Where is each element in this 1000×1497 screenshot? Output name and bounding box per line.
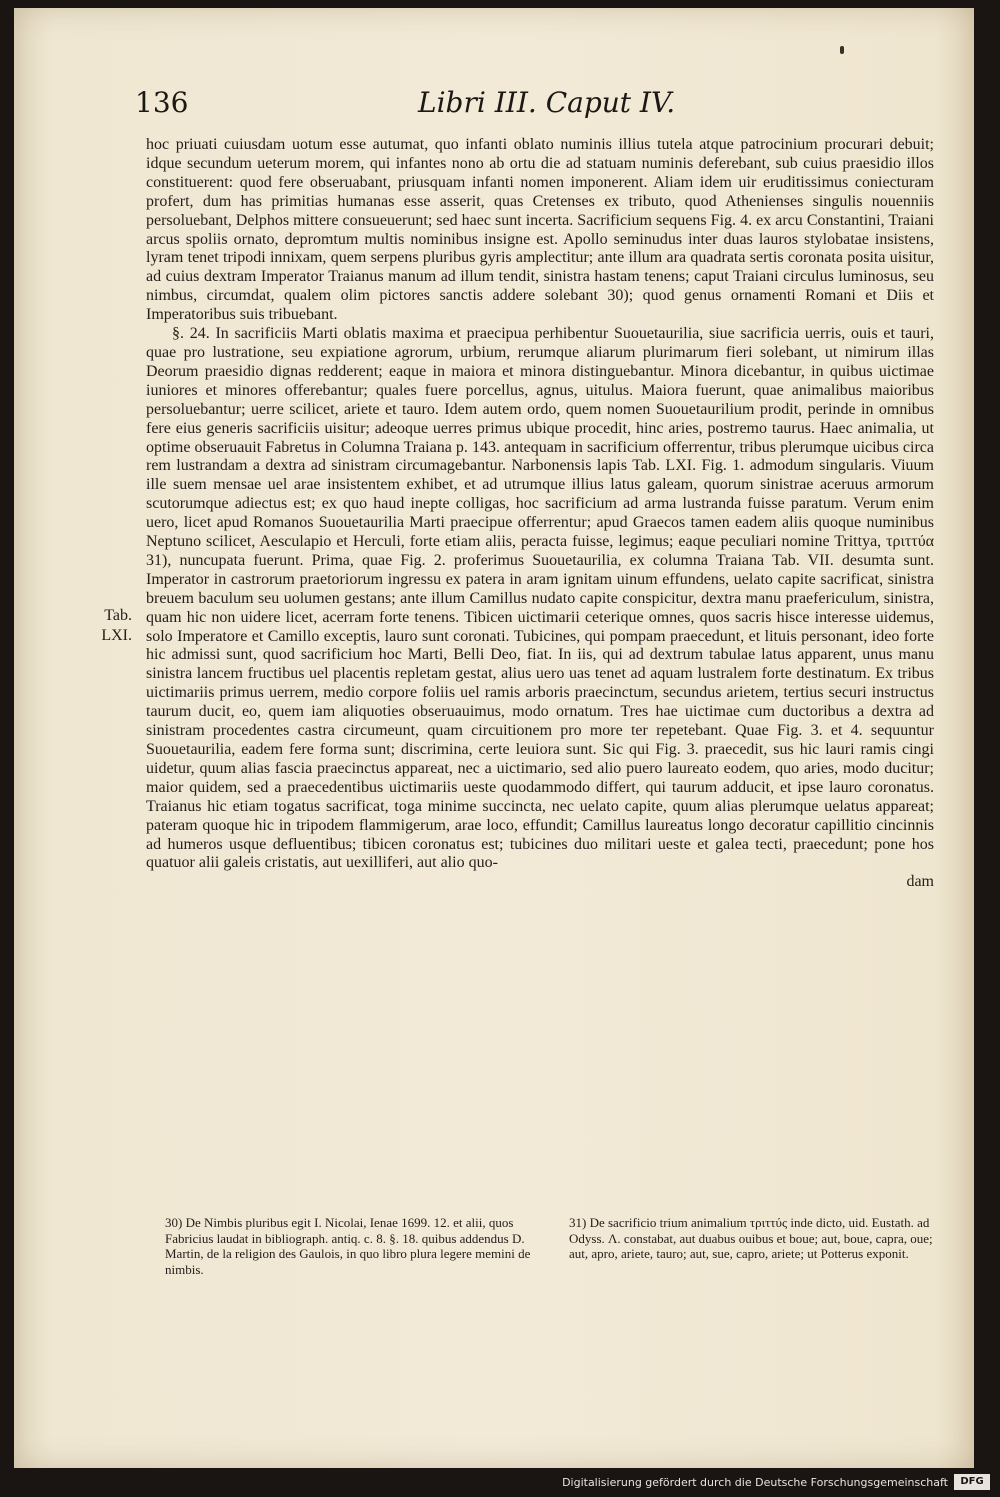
paragraph-1: hoc priuati cuiusdam uotum esse autumat, quo infanti oblato numinis illius tutela atque patrocinium procurari debuit; idque secundum ueterum morem, qui infantes nono ab ortu die ad statuam numinis deferebant, sub cuius praesidio illos constituerent: quod fere obseruabant, priusquam infanti nomen imponerent. Aliam idem uir eruditissimus coniecturam profert, dum has primitias humanas esse asserit, quas Cretenses ex tributo, quod Athenienses singulis nouenniis persoluebant, Delphos mittere consueuerunt; sed haec sunt incerta. Sacrificium sequens Fig. 4. ex arcu Constantini, Traiani arcus spoliis ornato, depromtum multis nominibus insigne est. Apollo seminudus inter duas lauros stylobatae insistens, lyram tenet tripodi innixam, quem serpens pluribus gyris amplectitur; ante illum ara quadrata sertis coronata posita uisitur, ad cuius dextram Imperator Traianus manum ad illum tendit, sinistra hastam tenens; caput Traiani circulus luminosus, seu nimbus, circumdat, qualem olim pictores sanctis addere solebant 30); quod genus ornamenti Romani et Diis et Imperatoribus suis tribuebant.: [146, 136, 934, 324]
ink-spot: [840, 46, 844, 54]
running-head: Libri III. Caput IV.: [418, 86, 676, 119]
paragraph-2: §. 24. In sacrificiis Marti oblatis maxima et praecipua perhibentur Suouetaurilia, siue sacrificia uerris, ouis et tauri, quae pro lustratione, seu expiatione agrorum, urbium, rerumque aliarum plurimarum fieri solebant, ut nimirum illas Deorum praesidio dignas redderent; eaque in maiora et minora distinguebantur. Minora dicebantur, in quibus uictimae iuniores et minores offerebantur; quales fuere porcellus, agnus, uitulus. Maiora fuerunt, quae animalibus maioribus persoluebantur; uerre scilicet, ariete et tauro. Idem autem ordo, quem nomen Suouetaurilium prodit, perinde in omnibus fere eius generis sacrificiis uisitur; adeoque uerres primus ubique procedit, hinc aries, postremo taurus. Haec animalia, ut optime obseruauit Fabretus in Columna Traiana p. 143. antequam in sacrificium offerrentur, tribus plerumque uicibus circa rem lustrandam a dextra ad sinistram circumagebantur. Narbonensis lapis Tab. LXI. Fig. 1. admodum singularis. Viuum ille suem mensae uel arae insistentem exhibet, et ad utrumque illius latus galeam, quorum sinistrae aceruus armorum scutorumque adiectus est; ex quo haud inepte colligas, hoc sacrificium ad arma lustranda fuisse paratum. Verum enim uero, licet apud Romanos Suouetaurilia Marti praecipue offerrentur; apud Graecos tamen eadem aliis quoque numinibus Neptuno scilicet, Aesculapio et Herculi, forte etiam aliis, peracta fuisse, legimus; eaque peculiari nomine Trittya, τριττύα 31), nuncupata fuerunt. Prima, quae Fig. 2. proferimus Suouetaurilia, ex columna Traiana Tab. VII. desumta sunt. Imperator in castrorum praetoriorum ingressu ex patera in aram ignitam uinum effundens, uelato capite sacrificat, sinistra breuem baculum seu uolumen gestans; ante illum Camillus nudato capite conspicitur, dextra manu praefericulum, sinistra, quam hic non uidere licet, acerram forte tenens. Tibicen uictimarii ceterique omnes, quos sacris hisce interesse uidemus, solo Imperatore et Camillo exceptis, lauro sunt coronati. Tubicines, qui pompam praecedunt, et lituis personant, ideo forte hic admissi sunt, quod sacrificium hoc Marti, Belli Deo, fiat. In iis, qui ad dextrum tabulae latus apparent, unus manu sinistra lancem fructibus uel placentis repletam gestat, alius uero uas tenet ad aquam lustralem forte destinatum. Ex tribus uictimariis primus uerrem, medio corpore foliis uel ramis arboris praecinctum, secundus arietem, tertius securi instructus taurum ducit, eo, quem iam aliquoties obseruauimus, modo ornatum. Tres hae uictimae cum ductoribus a dextra ad sinistram procedentes castra circumeunt, quam circuitionem pro more ter repetebant. Quae Fig. 3. et 4. sequuntur Suouetaurilia, eadem fere forma sunt; discrimina, certe leuiora sunt. Sic qui Fig. 3. praecedit, sus hic lauri ramis cingi uidetur, quum alias fascia praecinctus appareat, nec a uictimario, sed alio puero laureato eodem, quo aries, modo ducitur; maior quidem, sed a praecedentibus uictimariis ueste quodammodo differt, qui taurum adducit, et ipse lauro coronatus. Traianus hic etiam togatus sacrificat, toga minime succincta, nec uelato capite, quum alias plerumque uelatus appareat; pateram quoque hic in tripodem flammigerum, arae loco, effundit; Camillus laureatus longo decoratur capillitio cincinnis ad humeros usque defluentibus; tibicen coronatus est; tubicines duo militari ueste et galea tecti, praecedunt; pone hos quatuor alii galeis cristatis, aut uexilliferi, aut alio quo-: [146, 325, 934, 872]
catchword: dam: [906, 873, 934, 891]
footnote-30: 30) De Nimbis pluribus egit I. Nicolai, Ienae 1699. 12. et alii, quos Fabricius laudat in bibliograph. antiq. c. 8. §. 18. quibus addendus D. Martin, de la religion des Gaulois, in quo libro plura legere memini de nimbis.: [165, 1215, 531, 1277]
page-header: [135, 86, 935, 126]
margin-note-line1: Tab.: [104, 607, 132, 624]
footnote-31: 31) De sacrificio trium animalium τριττύς inde dicto, uid. Eustath. ad Odyss. Λ. constabat, aut duabus ouibus et boue; aut, boue, capra, oue; aut, apro, ariete, tauro; aut, sue, capro, ariete; ut Potterus exponit.: [569, 1215, 933, 1262]
digitization-footer: [562, 1474, 992, 1492]
margin-note-line2: LXI.: [101, 627, 132, 644]
footer-text: Digitalisierung gefördert durch die Deutsche Forschungsgemeinschaft: [562, 1476, 948, 1489]
dfg-logo-icon: DFG: [954, 1474, 990, 1490]
main-text: [146, 136, 934, 892]
page-number: 136: [135, 86, 189, 119]
margin-note: [84, 606, 132, 646]
